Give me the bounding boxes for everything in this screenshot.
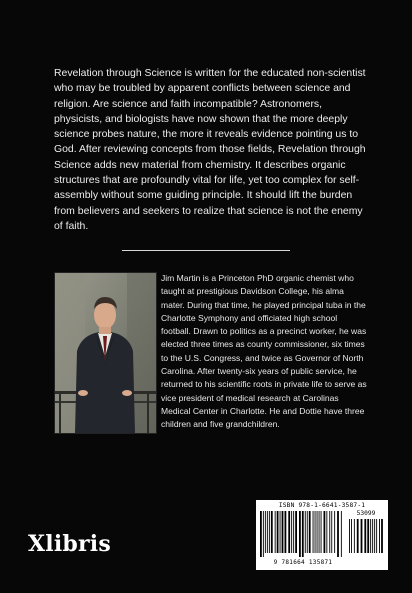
barcode-bar [309,511,311,553]
barcode-bar [282,511,284,553]
barcode-bar [337,511,339,557]
barcode-bar [374,519,375,553]
barcode-bar [267,511,268,553]
barcode-bar [351,519,352,553]
barcode-bar [370,519,371,553]
divider-rule [122,250,290,251]
barcode-bar [263,511,264,557]
barcode-bar [305,511,306,553]
barcode-bar [349,519,350,553]
author-photo [54,272,157,434]
barcode-bar [313,511,314,553]
barcode-bar [326,511,327,553]
barcode [256,500,388,570]
ean-digits: 9 781664 135871 [273,559,333,566]
barcode-bar [299,511,301,557]
author-biography: Jim Martin is a Princeton PhD organic chemist who taught at prestigious Davidson College, his alma mater. During that time, he played principal tuba in the Charlotte Symphony and officiated high school football. Drawn to politics as a precinct worker, he was elected three times as county commissioner, six times to the U.S. Congress, and twice as Governor of North Carolina. After twenty-six years of public service, he returned to his scientific roots in private life to serve as vice president of medical research at Carolinas Medical Center in Charlotte. He and Dottie have three children and five grandchildren. [161,273,367,430]
ean-barcode-bars [260,511,346,557]
barcode-bar [321,511,322,553]
barcode-bar [379,519,380,553]
barcode-bar [260,511,262,557]
barcode-bar [329,511,330,553]
barcode-bar [269,511,270,553]
barcode-bar [376,519,377,553]
isbn-label: ISBN 978-1-6641-3587-1 [278,502,366,509]
barcode-bar [381,519,383,553]
barcode-bar [295,511,297,553]
barcode-bar [315,511,316,553]
barcode-bar [324,511,326,553]
barcode-bar [285,511,287,553]
barcode-bar [364,519,366,553]
barcode-bar [317,511,318,553]
barcode-bar [334,511,335,553]
barcode-bar [288,511,290,553]
barcode-bar [275,511,276,553]
barcode-bar [361,519,363,553]
barcode-bar [302,511,304,557]
barcode-bar [307,511,308,553]
book-description: Revelation through Science is written for the educated non-scientist who may be troubled by apparent conflicts between science and religion. Are science and faith incompatible? Astronomers, physicists, and biologists have now shown that the more deeply science probes nature, the more it reveals evidence pointing us to God. After reviewing concepts from those fields, Revelation through Science adds new material from chemistry. It describes organic structures that are profoundly vital for life, yet too complex for self-assembly without some guiding principle. It should lift the burden from believers and seekers to realize that science is not the enemy of faith. [54,68,366,232]
barcode-bar [372,519,373,553]
barcode-bar [341,511,342,557]
barcode-bar [277,511,279,553]
barcode-bar [354,519,355,553]
barcode-bar [319,511,320,553]
barcode-bar [271,511,273,553]
publisher-logo: Xlibris [28,531,111,557]
addon-barcode-bars [349,519,383,557]
barcode-bar [265,511,266,553]
barcode-bar [293,511,294,553]
barcode-bar [357,519,359,553]
barcode-bar [280,511,281,553]
barcode-bar [291,511,292,553]
barcode-bar [367,519,369,553]
barcode-bar [331,511,332,553]
price-addon-digits: 53099 [356,510,376,517]
